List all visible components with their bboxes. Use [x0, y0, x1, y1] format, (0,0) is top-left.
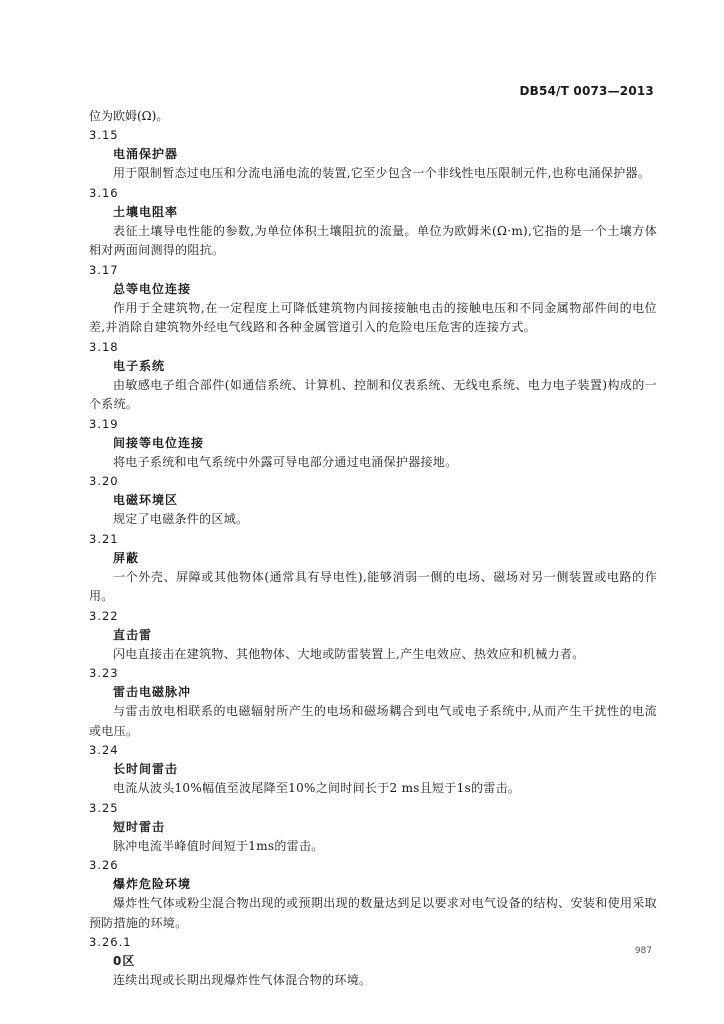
entry-number: 3.16	[89, 185, 119, 200]
entry-number: 3.18	[89, 339, 119, 354]
entry-number: 3.23	[89, 666, 119, 680]
page-content	[89, 106, 657, 991]
entry-term: 电涌保护器	[113, 147, 179, 161]
page-number: 987	[634, 946, 652, 956]
entry-term: 间接等电位连接	[113, 435, 205, 450]
entry-term: 爆炸危险环境	[113, 877, 192, 891]
entry-definition: 连续出现或长期出现爆炸性气体混合物的环境。	[113, 973, 372, 987]
entry-definition: 脉冲电流半峰值时间短于1ms的雷击。	[113, 838, 324, 853]
entry-definition: 电流从波头10%幅值至波尾降至10%之间时间长于2 ms且短于1s的雷击。	[113, 781, 521, 795]
entry-number: 3.26	[89, 858, 119, 872]
entry-term: 直击雷	[113, 627, 153, 642]
entry	[89, 933, 657, 991]
entry-definition: 作用于全建筑物,在一定程度上可降低建筑物内间接接触电击的接触电压和不同金属物部件间的电位差,并消除自建筑物外经电气线路和各种金属管道引入的危险电压危害的连接方式。	[89, 300, 657, 334]
entry	[89, 799, 657, 857]
entry	[89, 530, 657, 607]
entry-definition: 与雷击放电相联系的电磁辐射所产生的电场和磁场耦合到电气或电子系统中,从而产生干扰性的电流或电压。	[89, 704, 657, 738]
entry-term: 雷击电磁脉冲	[113, 685, 192, 699]
entry-definition: 爆炸性气体或粉尘混合物出现的或预期出现的数量达到足以要求对电气设备的结构、安装和使用采取预防措施的环境。	[89, 896, 657, 930]
entry-number: 3.24	[89, 743, 119, 757]
entry	[89, 184, 657, 261]
entry-definition: 将电子系统和电气系统中外露可导电部分通过电涌保护器接地。	[113, 454, 458, 469]
entry-number: 3.17	[89, 262, 119, 277]
entry-term: 电子系统	[113, 358, 166, 373]
intro-text: 位为欧姆(Ω)。	[89, 109, 169, 123]
entry	[89, 261, 657, 338]
entry-number: 3.25	[89, 800, 119, 815]
entry-definition: 由敏感电子组合部件(如通信系统、计算机、控制和仪表系统、无线电系统、电力电子装置)构成的一个系统。	[89, 377, 657, 411]
entry	[89, 607, 657, 665]
entry	[89, 415, 657, 473]
entry-number: 3.22	[89, 608, 119, 623]
entry-term: 总等电位连接	[113, 281, 192, 296]
entry-term: 0区	[113, 954, 136, 968]
entry-definition: 一个外壳、屏障或其他物体(通常具有导电性),能够消弱一侧的电场、磁场对另一侧装置或电路的作用。	[89, 569, 657, 603]
entry-definition: 规定了电磁条件的区域。	[113, 512, 249, 526]
entry	[89, 338, 657, 415]
entry	[89, 472, 657, 530]
entry	[89, 856, 657, 933]
entry	[89, 126, 657, 184]
entry	[89, 741, 657, 799]
entry-definition: 闪电直接击在建筑物、其他物体、大地或防雷装置上,产生电效应、热效应和机械力者。	[113, 646, 585, 661]
entry-term: 长时间雷击	[113, 762, 179, 776]
entry-number: 3.20	[89, 474, 119, 488]
entry-term: 土壤电阻率	[113, 204, 179, 219]
entry-number: 3.26.1	[89, 935, 132, 949]
entry-term: 短时雷击	[113, 819, 166, 834]
entry-term: 电磁环境区	[113, 493, 179, 507]
entry-number: 3.19	[89, 416, 119, 431]
entry-definition: 用于限制暂态过电压和分流电涌电流的装置,它至少包含一个非线性电压限制元件,也称电涌保护器。	[113, 166, 651, 180]
entry-term: 屏蔽	[113, 550, 140, 565]
standard-code: DB54/T 0073—2013	[519, 84, 654, 98]
entry-number: 3.21	[89, 531, 119, 546]
entry-definition: 表征土壤导电性能的参数,为单位体积土壤阻抗的流量。单位为欧姆米(Ω·m),它指的是一个土壤方体相对两面间测得的阻抗。	[89, 223, 657, 257]
entry	[89, 664, 657, 741]
entry-number: 3.15	[89, 128, 119, 142]
